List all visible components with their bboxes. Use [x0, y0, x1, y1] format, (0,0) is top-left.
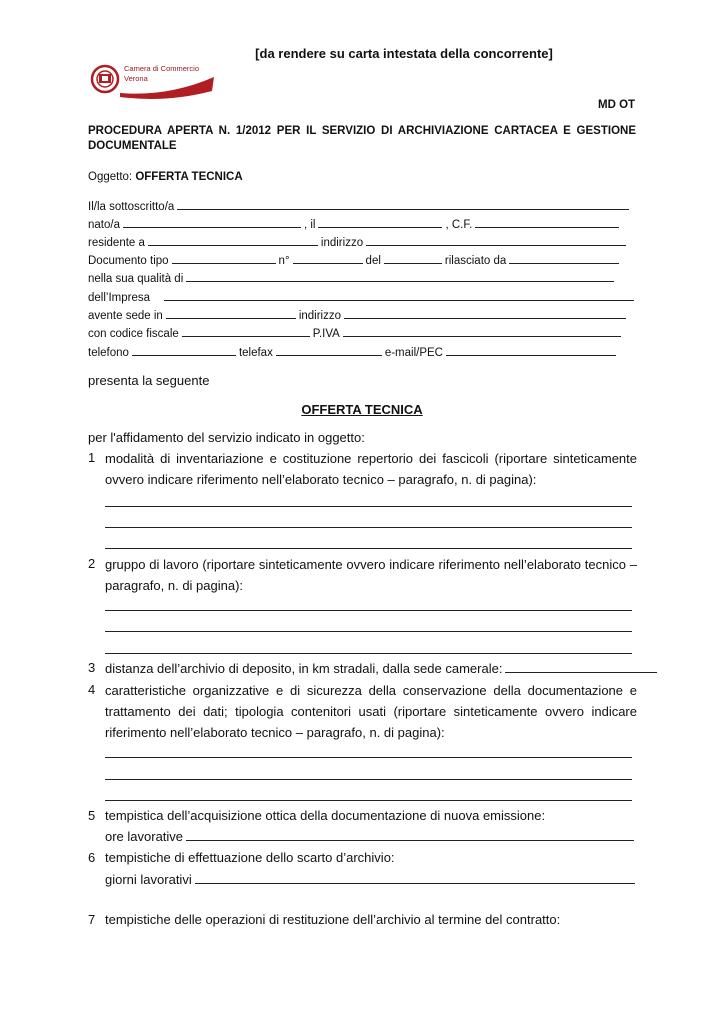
item-text: tempistica dell’acquisizione ottica della documentazione di nuova emissione:	[105, 808, 546, 823]
capacity-field[interactable]	[186, 270, 614, 282]
document-date-field[interactable]	[384, 252, 442, 264]
item-subline: giorni lavorativi	[105, 871, 638, 887]
number-label: n°	[278, 255, 290, 267]
form-row-residence	[88, 234, 629, 249]
item-text: gruppo di lavoro (riportare sinteticamente ovvero indicare riferimento nell’elaborato tecnico – paragrafo, n. di pagina):	[105, 557, 637, 593]
issued-by-field[interactable]	[509, 252, 619, 264]
logo-line1: Camera di Commercio	[124, 64, 200, 73]
procedure-title: PROCEDURA APERTA N. 1/2012 PER IL SERVIZIO DI ARCHIVIAZIONE CARTACEA E GESTIONE DOCUMENTALE	[88, 125, 636, 152]
answer-line[interactable]	[105, 527, 632, 528]
item-text: caratteristiche organizzative e di sicurezza della conservazione della documentazione e trattamento dei dati; tipologia contenitori usati (riportare sinteticamente ovvero indicare riferimento nell’elaborato tecnico – paragrafo, n. di pagina):	[105, 683, 637, 740]
section-title: OFFERTA TECNICA	[301, 402, 423, 417]
tax-code-label: , C.F.	[445, 219, 473, 231]
born-label: nato/a	[88, 219, 120, 231]
item-text: modalità di inventariazione e costituzione repertorio dei fascicoli (riportare sinteticamente ovvero indicare riferimento nell’elaborato tecnico – paragrafo, n. di pagina):	[105, 451, 637, 487]
item-number: 2	[88, 556, 96, 571]
fax-label: telefax	[238, 347, 273, 359]
company-label: dell’Impresa	[88, 292, 150, 304]
birthdate-label: , il	[303, 219, 316, 231]
document-type-label: Documento tipo	[88, 255, 169, 267]
presents-text: presenta la seguente	[88, 373, 210, 388]
capacity-label: nella sua qualità di	[88, 273, 184, 285]
logo-line2: Verona	[124, 74, 148, 83]
answer-line[interactable]	[105, 757, 632, 758]
form-row-fiscal	[88, 325, 624, 340]
phone-label: telefono	[88, 347, 129, 359]
answer-line[interactable]	[105, 800, 632, 801]
form-row-birth	[88, 216, 622, 231]
date-label: del	[365, 255, 381, 267]
days-field[interactable]	[195, 871, 635, 884]
issued-by-label: rilasciato da	[444, 255, 507, 267]
item-number: 3	[88, 660, 96, 675]
undersigned-field[interactable]	[177, 198, 629, 210]
chamber-seal-icon	[88, 57, 218, 107]
hours-field[interactable]	[186, 828, 634, 841]
form-row-contacts	[88, 344, 619, 359]
form-row-document	[88, 252, 622, 267]
email-label: e-mail/PEC	[384, 347, 443, 359]
fiscal-code-field[interactable]	[182, 325, 310, 337]
answer-line[interactable]	[105, 653, 632, 654]
resident-label: residente a	[88, 237, 145, 249]
answer-line[interactable]	[105, 610, 632, 611]
form-row-capacity	[88, 270, 617, 285]
subject-line	[88, 171, 243, 183]
item-subline: ore lavorative	[105, 828, 637, 844]
chamber-logo	[88, 57, 218, 107]
answer-line[interactable]	[105, 631, 632, 632]
tax-code-field[interactable]	[475, 216, 619, 228]
document-code: MD OT	[598, 99, 636, 111]
address-field[interactable]	[366, 234, 626, 246]
residence-field[interactable]	[148, 234, 318, 246]
item-number: 4	[88, 682, 96, 697]
seat-label: avente sede in	[88, 310, 163, 322]
letterhead-note: [da rendere su carta intestata della concorrente]	[255, 46, 553, 61]
item-text: tempistiche di effettuazione dello scarto d’archivio:	[105, 850, 395, 865]
item-number: 6	[88, 850, 96, 865]
fax-field[interactable]	[276, 344, 382, 356]
answer-line[interactable]	[105, 548, 632, 549]
subject-value: OFFERTA TECNICA	[135, 171, 243, 183]
address-label: indirizzo	[320, 237, 364, 249]
distance-field[interactable]	[505, 660, 657, 673]
phone-field[interactable]	[132, 344, 236, 356]
vat-field[interactable]	[343, 325, 621, 337]
fiscal-code-label: con codice fiscale	[88, 328, 179, 340]
company-field[interactable]	[164, 289, 634, 301]
undersigned-label: Il/la sottoscritto/a	[88, 201, 175, 213]
form-row-undersigned	[88, 198, 632, 213]
seat-address-field[interactable]	[344, 307, 626, 319]
birthplace-field[interactable]	[123, 216, 301, 228]
document-type-field[interactable]	[172, 252, 276, 264]
answer-line[interactable]	[105, 779, 632, 780]
intro-text: per l'affidamento del servizio indicato in oggetto:	[88, 430, 365, 445]
answer-line[interactable]	[105, 506, 632, 507]
seat-address-label: indirizzo	[298, 310, 341, 322]
vat-label: P.IVA	[312, 328, 340, 340]
document-number-field[interactable]	[293, 252, 363, 264]
subject-label: Oggetto:	[88, 171, 133, 183]
birthdate-field[interactable]	[318, 216, 442, 228]
form-row-seat	[88, 307, 629, 322]
item-number: 1	[88, 450, 96, 465]
item-text: distanza dell’archivio di deposito, in km stradali, dalla sede camerale:	[105, 660, 660, 676]
seat-field[interactable]	[166, 307, 296, 319]
item-number: 5	[88, 808, 96, 823]
item-text: tempistiche delle operazioni di restituzione dell’archivio al termine del contratto:	[105, 912, 561, 927]
form-row-company	[88, 289, 637, 304]
item-number: 7	[88, 912, 96, 927]
email-field[interactable]	[446, 344, 616, 356]
